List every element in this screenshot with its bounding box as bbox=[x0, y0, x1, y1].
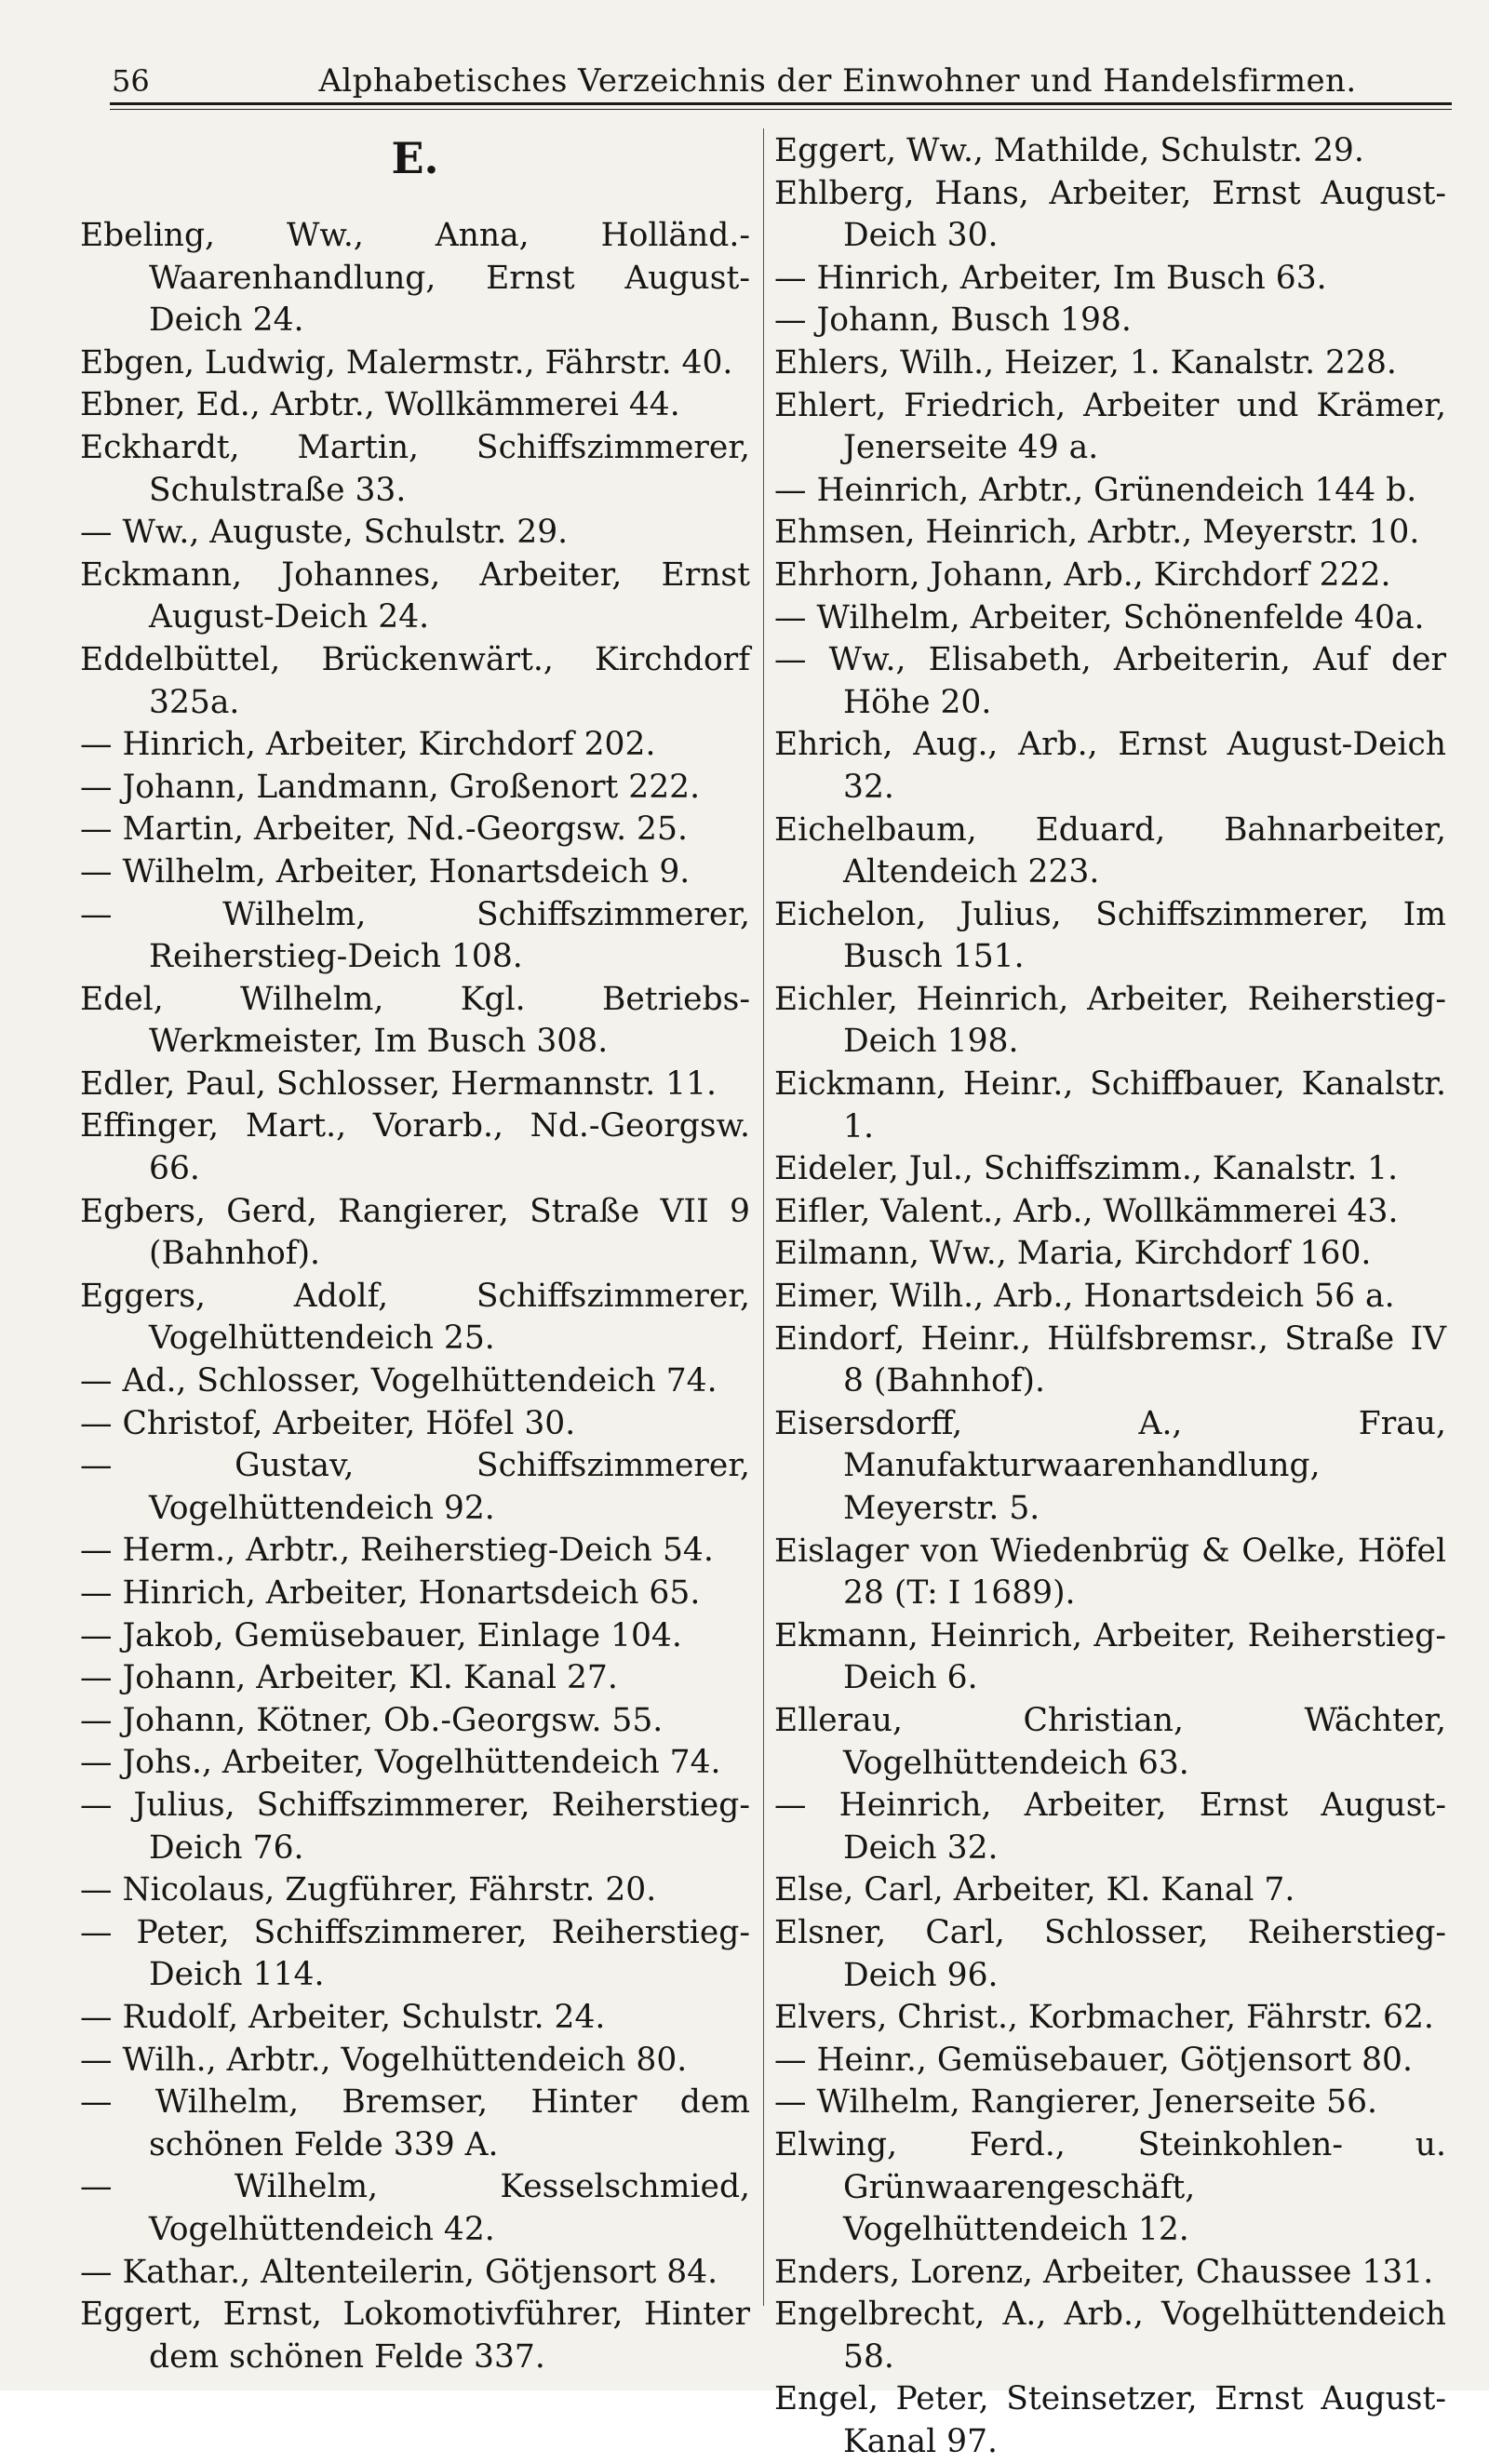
directory-entry: — Heinrich, Arbtr., Grünendeich 144 b. bbox=[774, 471, 1417, 509]
directory-entry: Ehmsen, Heinrich, Arbtr., Meyerstr. 10. bbox=[774, 514, 1420, 552]
directory-entry: Eindorf, Heinr., Hülfsbremsr., Straße IV 8 (Bahnhof). bbox=[774, 1319, 1446, 1400]
directory-entry: — Johann, Kötner, Ob.-Georgsw. 55. bbox=[80, 1701, 664, 1739]
directory-entry: — Ww., Auguste, Schulstr. 29. bbox=[80, 514, 569, 552]
right-column bbox=[774, 130, 1446, 2464]
directory-entry: Eisersdorff, A., Frau, Manufakturwaarenhandlung, Meyerstr. 5. bbox=[774, 1404, 1446, 1527]
header-rule bbox=[110, 102, 1452, 105]
directory-entry: Eggert, Ernst, Lokomotivführer, Hinter dem schönen Felde 337. bbox=[80, 2296, 750, 2376]
directory-entry: — Johann, Busch 198. bbox=[774, 301, 1132, 340]
directory-entry: Ehrich, Aug., Arb., Ernst August-Deich 32. bbox=[774, 726, 1446, 806]
directory-entry: — Ww., Elisabeth, Arbeiterin, Auf der Höhe 20. bbox=[774, 641, 1446, 721]
directory-entry: — Johann, Arbeiter, Kl. Kanal 27. bbox=[80, 1659, 618, 1697]
directory-entry: — Hinrich, Arbeiter, Honartsdeich 65. bbox=[80, 1574, 701, 1612]
section-letter-heading: E. bbox=[391, 133, 439, 183]
directory-entry: — Wilhelm, Kesselschmied, Vogelhüttendeich 42. bbox=[80, 2168, 750, 2248]
directory-entry: Eckmann, Johannes, Arbeiter, Ernst August-Deich 24. bbox=[80, 556, 750, 636]
header-rule-thin bbox=[110, 109, 1452, 110]
directory-entry: Engelbrecht, A., Arb., Vogelhüttendeich 58. bbox=[774, 2296, 1446, 2376]
directory-entry: — Rudolf, Arbeiter, Schulstr. 24. bbox=[80, 1998, 606, 2036]
directory-entry: Eichelbaum, Eduard, Bahnarbeiter, Altendeich 223. bbox=[774, 810, 1446, 891]
directory-entry: Engel, Peter, Steinsetzer, Ernst August-Kanal 97. bbox=[774, 2380, 1446, 2461]
directory-entry: Egbers, Gerd, Rangierer, Straße VII 9 (Bahnhof). bbox=[80, 1192, 750, 1273]
directory-entry: — Christof, Arbeiter, Höfel 30. bbox=[80, 1404, 576, 1442]
directory-entry: — Wilh., Arbtr., Vogelhüttendeich 80. bbox=[80, 2041, 688, 2079]
directory-entry: Ehlberg, Hans, Arbeiter, Ernst August-Deich 30. bbox=[774, 174, 1446, 255]
directory-entry: Eggers, Adolf, Schiffszimmerer, Vogelhüttendeich 25. bbox=[80, 1277, 750, 1358]
directory-entry: Eideler, Jul., Schiffszimm., Kanalstr. 1. bbox=[774, 1150, 1399, 1188]
directory-entry: — Nicolaus, Zugführer, Fährstr. 20. bbox=[80, 1871, 657, 1909]
directory-entry: Eislager von Wiedenbrüg & Oelke, Höfel 28 (T: I 1689). bbox=[774, 1532, 1446, 1613]
directory-entry: — Ad., Schlosser, Vogelhüttendeich 74. bbox=[80, 1362, 718, 1400]
directory-entry: Edler, Paul, Schlosser, Hermannstr. 11. bbox=[80, 1065, 718, 1103]
directory-entry: — Hinrich, Arbeiter, Im Busch 63. bbox=[774, 259, 1327, 297]
directory-entry: — Gustav, Schiffszimmerer, Vogelhüttendeich 92. bbox=[80, 1447, 750, 1527]
running-title: Alphabetisches Verzeichnis der Einwohner und Handelsfirmen. bbox=[318, 62, 1357, 100]
directory-entry: — Johann, Landmann, Großenort 222. bbox=[80, 768, 701, 806]
directory-entry: Eichelon, Julius, Schiffszimmerer, Im Busch 151. bbox=[774, 895, 1446, 976]
directory-entry: Elwing, Ferd., Steinkohlen- u. Grünwaarengeschäft, Vogelhüttendeich 12. bbox=[774, 2125, 1446, 2249]
page-header bbox=[112, 58, 1452, 104]
directory-entry: — Johs., Arbeiter, Vogelhüttendeich 74. bbox=[80, 1744, 721, 1782]
directory-entry: Eddelbüttel, Brückenwärt., Kirchdorf 325a. bbox=[80, 640, 750, 721]
directory-entry: Ehlers, Wilh., Heizer, 1. Kanalstr. 228. bbox=[774, 343, 1397, 382]
directory-entry: — Peter, Schiffszimmerer, Reiherstieg-Deich 114. bbox=[80, 1913, 750, 1994]
directory-entry: Edel, Wilhelm, Kgl. Betriebs-Werkmeister, Im Busch 308. bbox=[80, 980, 750, 1061]
directory-entry: Ekmann, Heinrich, Arbeiter, Reiherstieg-Deich 6. bbox=[774, 1616, 1446, 1697]
directory-entry: — Wilhelm, Arbeiter, Honartsdeich 9. bbox=[80, 852, 691, 891]
directory-entry: — Herm., Arbtr., Reiherstieg-Deich 54. bbox=[80, 1532, 714, 1570]
directory-entry: Ebeling, Ww., Anna, Holländ.-Waarenhandlung, Ernst August-Deich 24. bbox=[80, 217, 750, 340]
directory-entry: — Jakob, Gemüsebauer, Einlage 104. bbox=[80, 1616, 682, 1654]
left-column bbox=[80, 130, 750, 2378]
directory-entry: — Wilhelm, Bremser, Hinter dem schönen Felde 339 A. bbox=[80, 2083, 750, 2163]
directory-entry: Eggert, Ww., Mathilde, Schulstr. 29. bbox=[774, 132, 1364, 169]
directory-entry: Eichler, Heinrich, Arbeiter, Reiherstieg-Deich 198. bbox=[774, 980, 1446, 1061]
column-divider bbox=[763, 128, 764, 2306]
directory-entry: — Wilhelm, Schiffszimmerer, Reiherstieg-Deich 108. bbox=[80, 895, 750, 976]
directory-entry: — Wilhelm, Rangierer, Jenerseite 56. bbox=[774, 2083, 1377, 2122]
directory-entry: Eifler, Valent., Arb., Wollkämmerei 43. bbox=[774, 1192, 1399, 1230]
directory-entry: Elvers, Christ., Korbmacher, Fährstr. 62. bbox=[774, 1999, 1434, 2037]
directory-entry: — Wilhelm, Arbeiter, Schönenfelde 40a. bbox=[774, 598, 1425, 636]
directory-entry: Enders, Lorenz, Arbeiter, Chaussee 131. bbox=[774, 2253, 1434, 2291]
directory-entry: Ebner, Ed., Arbtr., Wollkämmerei 44. bbox=[80, 386, 680, 424]
directory-entry: — Heinrich, Arbeiter, Ernst August-Deich 32. bbox=[774, 1787, 1446, 1867]
directory-entry: — Hinrich, Arbeiter, Kirchdorf 202. bbox=[80, 726, 656, 764]
directory-entry: Ebgen, Ludwig, Malermstr., Fährstr. 40. bbox=[80, 343, 733, 382]
directory-entry: Elsner, Carl, Schlosser, Reiherstieg-Deich 96. bbox=[774, 1913, 1446, 1994]
directory-entry: — Heinr., Gemüsebauer, Götjensort 80. bbox=[774, 2041, 1413, 2079]
directory-entry: — Kathar., Altenteilerin, Götjensort 84. bbox=[80, 2253, 718, 2291]
directory-entry: Eickmann, Heinr., Schiffbauer, Kanalstr. 1. bbox=[774, 1065, 1446, 1145]
directory-entry: Else, Carl, Arbeiter, Kl. Kanal 7. bbox=[774, 1871, 1295, 1909]
directory-entry: Ehrhorn, Johann, Arb., Kirchdorf 222. bbox=[774, 556, 1391, 594]
directory-entry: Eilmann, Ww., Maria, Kirchdorf 160. bbox=[774, 1235, 1372, 1273]
directory-entry: Ehlert, Friedrich, Arbeiter und Krämer, Jenerseite 49 a. bbox=[774, 386, 1446, 467]
left-entry-list bbox=[80, 215, 750, 2378]
page-number: 56 bbox=[112, 63, 150, 99]
right-entry-list bbox=[774, 130, 1446, 2464]
directory-entry: — Julius, Schiffszimmerer, Reiherstieg-Deich 76. bbox=[80, 1786, 750, 1867]
directory-entry: Eimer, Wilh., Arb., Honartsdeich 56 a. bbox=[774, 1278, 1395, 1316]
directory-entry: Eckhardt, Martin, Schiffszimmerer, Schulstraße 33. bbox=[80, 428, 750, 509]
directory-entry: Ellerau, Christian, Wächter, Vogelhüttendeich 63. bbox=[774, 1701, 1446, 1782]
directory-entry: — Martin, Arbeiter, Nd.-Georgsw. 25. bbox=[80, 810, 688, 849]
directory-entry: Effinger, Mart., Vorarb., Nd.-Georgsw. 66. bbox=[80, 1107, 750, 1188]
